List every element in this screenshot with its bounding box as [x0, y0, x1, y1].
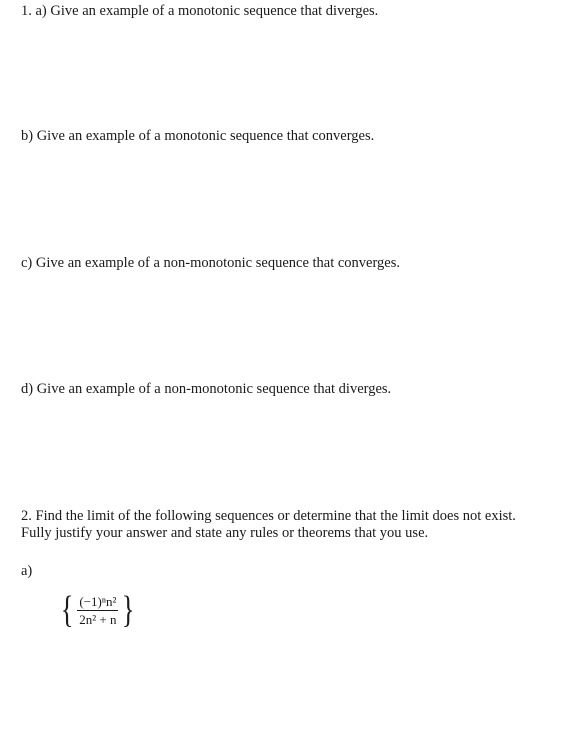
right-brace: }	[122, 589, 135, 631]
question-1a-text: 1. a) Give an example of a monotonic sequence that diverges.	[21, 3, 379, 19]
question-1b-text: b) Give an example of a monotonic sequence that converges.	[21, 128, 375, 144]
left-brace: {	[60, 589, 74, 631]
question-2-text-line-2: Fully justify your answer and state any rules or theorems that you use.	[21, 525, 429, 541]
sequence-formula	[58, 590, 138, 630]
question-2a-label: a)	[21, 563, 33, 579]
question-1d-text: d) Give an example of a non-monotonic sequence that diverges.	[21, 381, 392, 397]
fraction-numerator: (−1)ⁿn²	[79, 593, 117, 609]
question-1c-text: c) Give an example of a non-monotonic sequence that converges.	[21, 255, 401, 271]
fraction	[77, 594, 118, 627]
fraction-denominator: 2n² + n	[79, 611, 117, 627]
question-2-text-line-1: 2. Find the limit of the following sequences or determine that the limit does not exist.	[21, 508, 516, 524]
